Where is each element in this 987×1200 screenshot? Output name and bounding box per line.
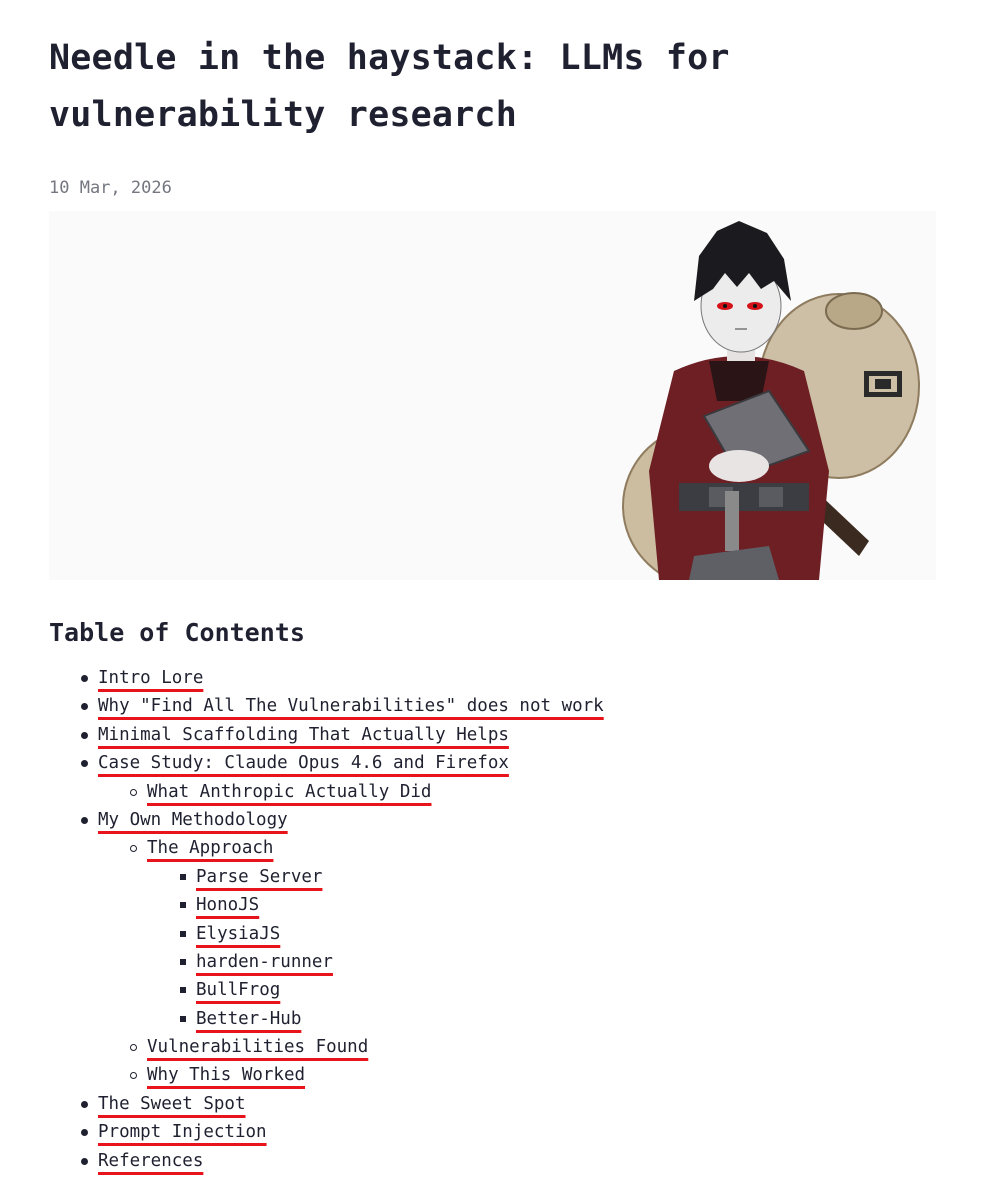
- toc-item-elysiajs: [49, 920, 939, 948]
- bullet-disc-icon: [81, 1129, 88, 1136]
- toc-item-prompt-injection: [49, 1118, 939, 1146]
- toc-item-the-approach: [49, 834, 939, 862]
- toc-item-my-own-methodology: [49, 806, 939, 834]
- toc-item-why-this-worked: [49, 1061, 939, 1089]
- toc-item-minimal-scaffolding: [49, 721, 939, 749]
- toc-item-vulnerabilities-found: [49, 1033, 939, 1061]
- bullet-circle-icon: [130, 845, 137, 852]
- toc-link-parse-server[interactable]: Parse Server: [196, 866, 323, 887]
- article: [49, 0, 939, 1175]
- toc-item-bullfrog: [49, 976, 939, 1004]
- table-of-contents: [49, 664, 939, 1175]
- bullet-disc-icon: [81, 1101, 88, 1108]
- publish-date: 10 Mar, 2026: [49, 178, 172, 198]
- bullet-disc-icon: [81, 732, 88, 739]
- toc-item-honojs: [49, 891, 939, 919]
- bullet-disc-icon: [81, 760, 88, 767]
- toc-link-why-this-worked[interactable]: Why This Worked: [147, 1065, 306, 1086]
- bullet-disc-icon: [81, 817, 88, 824]
- toc-link-minimal-scaffolding[interactable]: Minimal Scaffolding That Actually Helps: [98, 724, 509, 745]
- toc-link-the-approach[interactable]: The Approach: [147, 838, 274, 859]
- toc-item-what-anthropic-did: [49, 778, 939, 806]
- bullet-disc-icon: [81, 703, 88, 710]
- toc-item-parse-server: [49, 863, 939, 891]
- bullet-square-icon: [180, 902, 186, 908]
- toc-link-sweet-spot[interactable]: The Sweet Spot: [98, 1093, 246, 1114]
- bullet-square-icon: [180, 959, 186, 965]
- title-line-1: Needle in the haystack: LLMs for: [49, 38, 730, 78]
- toc-item-why-find-all: [49, 692, 939, 720]
- bullet-square-icon: [180, 874, 186, 880]
- toc-link-intro-lore[interactable]: Intro Lore: [98, 668, 204, 688]
- toc-item-references: [49, 1147, 939, 1175]
- toc-link-my-own-methodology[interactable]: My Own Methodology: [98, 809, 288, 830]
- toc-link-references[interactable]: References: [98, 1150, 204, 1171]
- toc-item-intro-lore: [49, 664, 939, 692]
- toc-item-better-hub: [49, 1005, 939, 1033]
- toc-heading: Table of Contents: [49, 618, 305, 647]
- bullet-square-icon: [180, 931, 186, 937]
- page-title: [49, 30, 939, 144]
- toc-item-sweet-spot: [49, 1090, 939, 1118]
- toc-link-vulnerabilities-found[interactable]: Vulnerabilities Found: [147, 1037, 369, 1058]
- toc-link-better-hub[interactable]: Better-Hub: [196, 1008, 302, 1029]
- toc-item-case-study: [49, 749, 939, 777]
- bullet-disc-icon: [81, 675, 88, 682]
- title-line-2: vulnerability research: [49, 95, 517, 135]
- bullet-circle-icon: [130, 1072, 137, 1079]
- bullet-circle-icon: [130, 1044, 137, 1051]
- toc-link-what-anthropic-did[interactable]: What Anthropic Actually Did: [147, 781, 432, 802]
- bullet-square-icon: [180, 987, 186, 993]
- hero-image: [49, 211, 936, 580]
- bullet-circle-icon: [130, 789, 137, 796]
- toc-link-bullfrog[interactable]: BullFrog: [196, 980, 281, 1001]
- toc-link-elysiajs[interactable]: ElysiaJS: [196, 923, 281, 944]
- toc-link-harden-runner[interactable]: harden-runner: [196, 951, 333, 972]
- toc-item-harden-runner: [49, 948, 939, 976]
- bullet-disc-icon: [81, 1158, 88, 1165]
- toc-link-case-study[interactable]: Case Study: Claude Opus 4.6 and Firefox: [98, 753, 509, 774]
- bullet-square-icon: [180, 1016, 186, 1022]
- anime-character-with-gourd-icon: [49, 211, 936, 580]
- toc-link-prompt-injection[interactable]: Prompt Injection: [98, 1122, 267, 1143]
- toc-link-honojs[interactable]: HonoJS: [196, 895, 260, 916]
- toc-link-why-find-all[interactable]: Why "Find All The Vulnerabilities" does not work: [98, 696, 604, 717]
